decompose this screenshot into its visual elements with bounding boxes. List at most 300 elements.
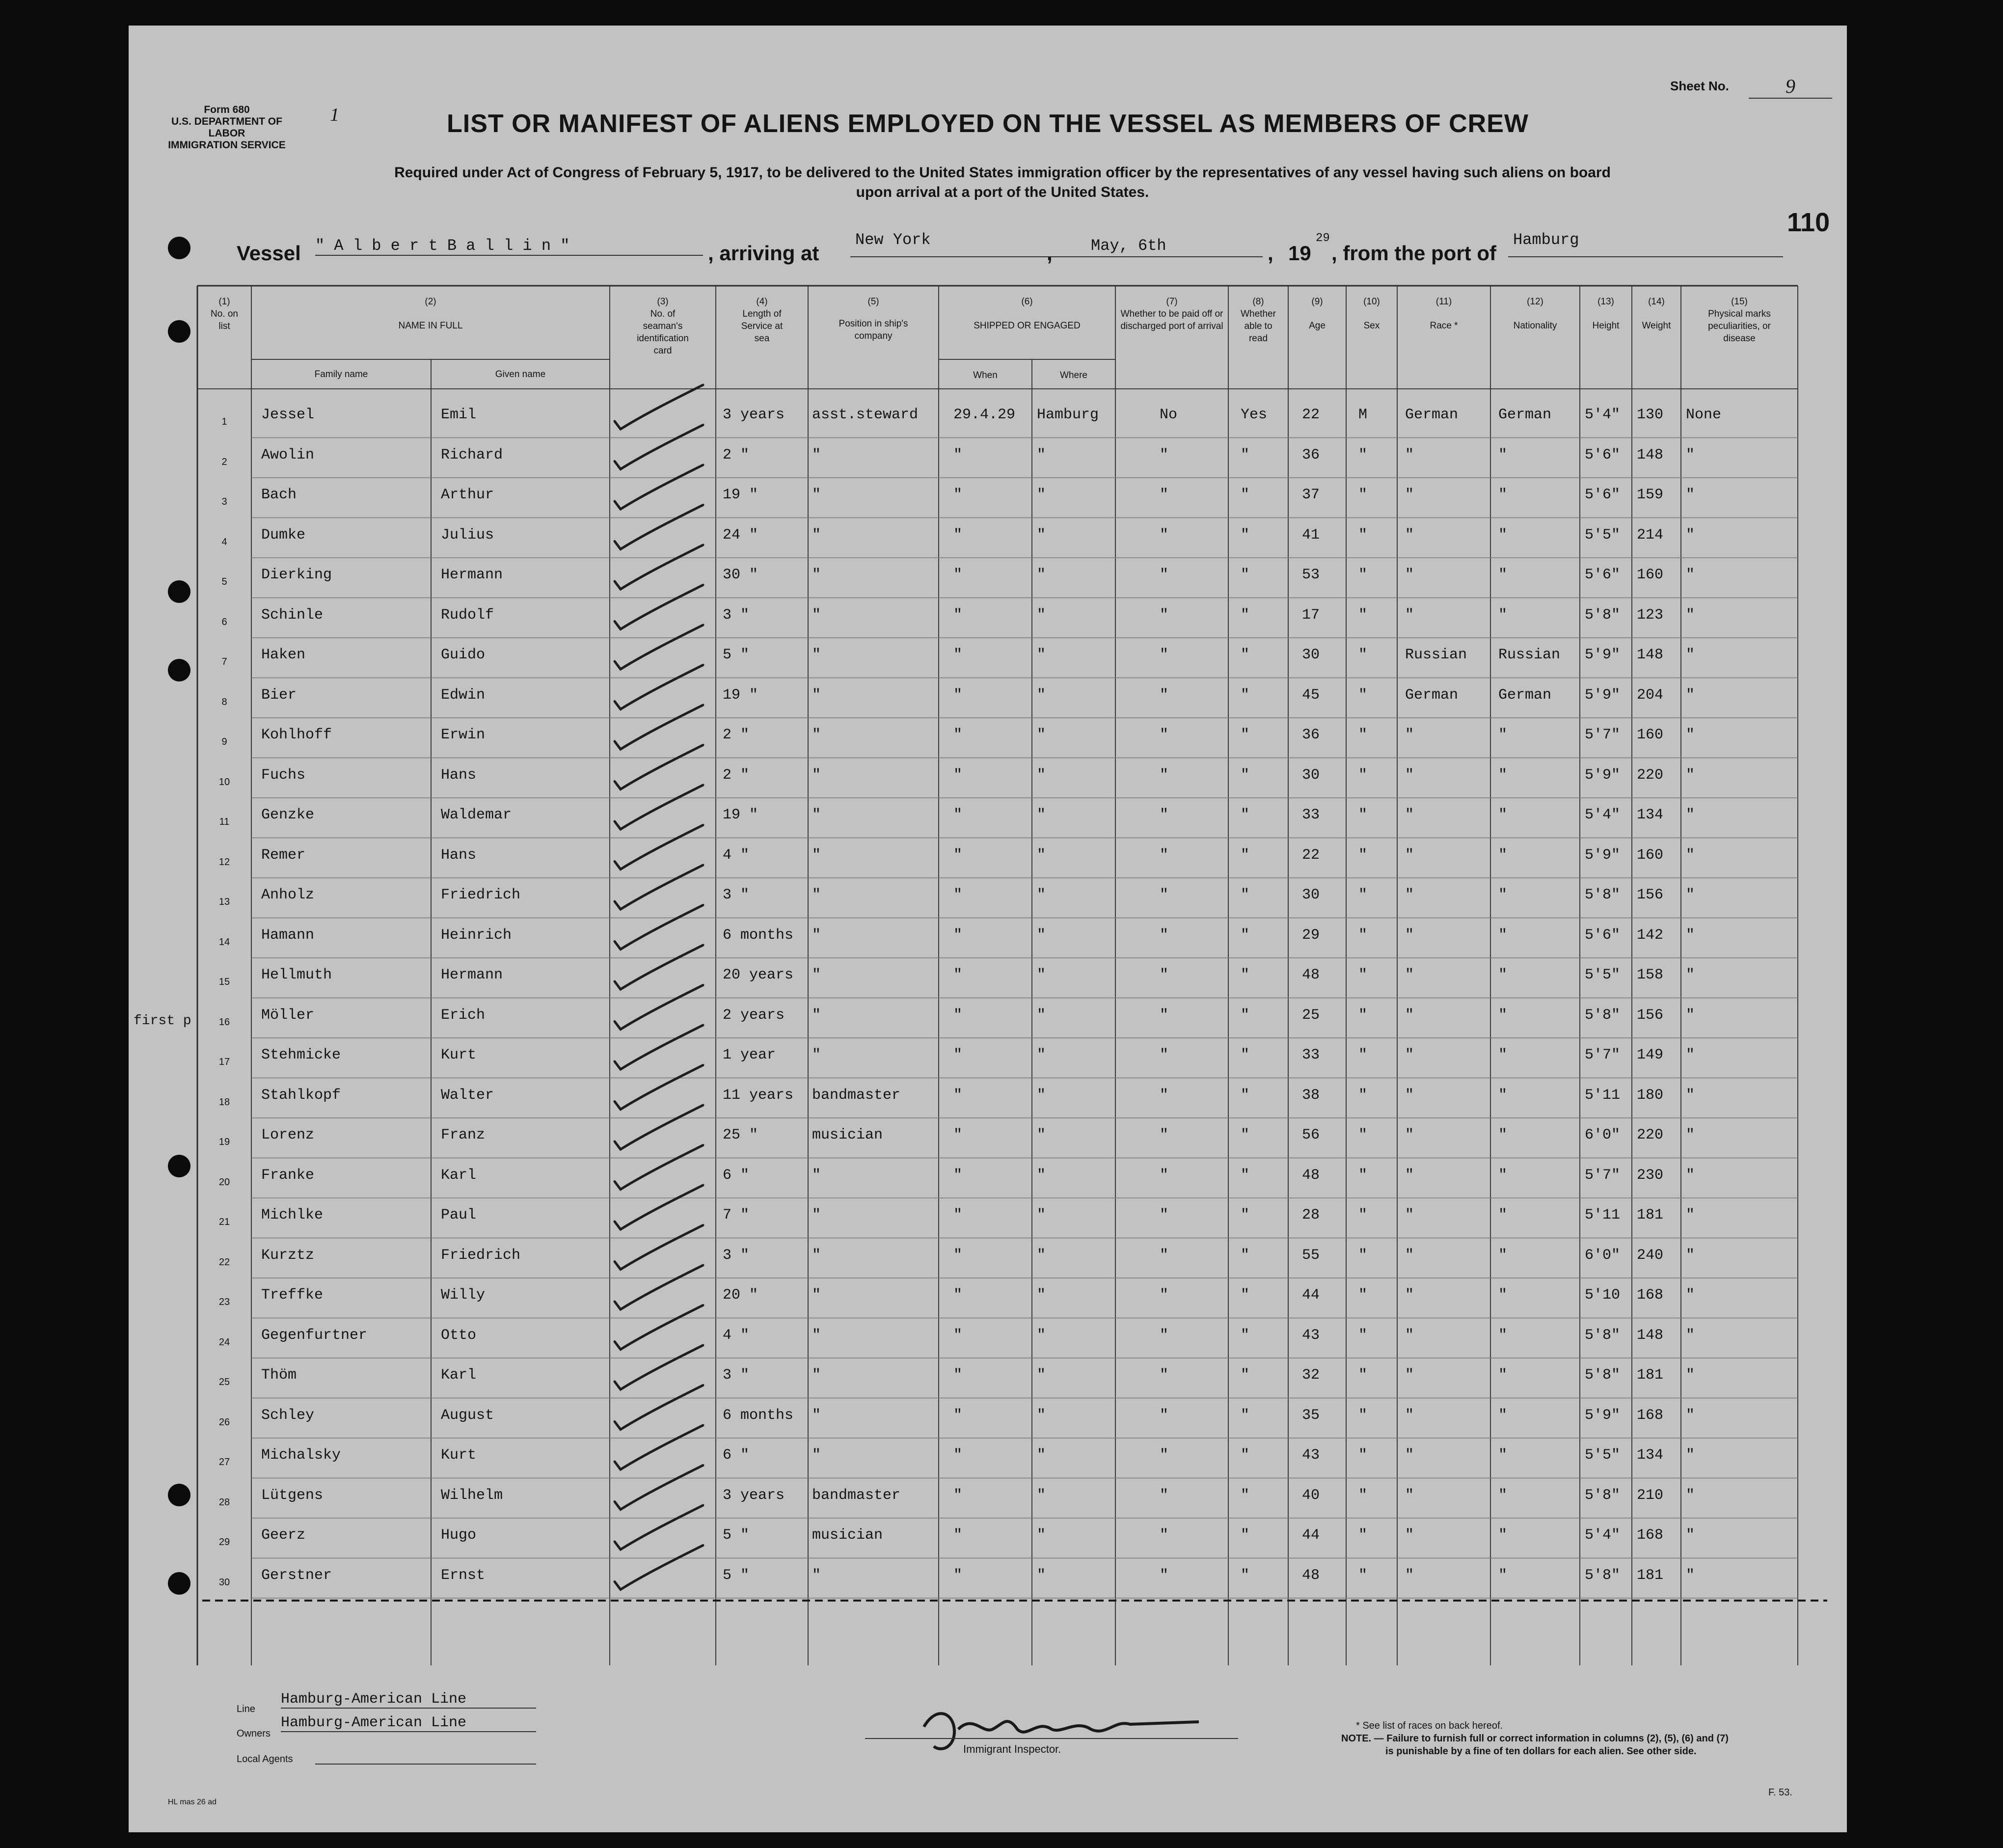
col-2-header: (2) NAME IN FULL	[398, 297, 463, 331]
cell-when: "	[953, 606, 963, 624]
cell-service: 5 "	[723, 647, 750, 663]
cell-weight: 204	[1637, 686, 1664, 704]
check-mark-icon	[615, 1025, 703, 1069]
row-number: 23	[218, 1297, 230, 1307]
cell-family: Lorenz	[261, 1127, 315, 1143]
cell-read: "	[1241, 926, 1250, 944]
check-mark-icon	[615, 745, 703, 789]
cell-service: 24 "	[723, 526, 758, 544]
cell-weight: 134	[1637, 807, 1664, 823]
cell-service: 1 year	[723, 1047, 776, 1063]
cell-marks: None	[1686, 407, 1722, 423]
cell-position: "	[812, 1167, 821, 1184]
cell-age: 55	[1302, 1247, 1320, 1264]
cell-given: Walter	[441, 1087, 494, 1104]
cell-marks: "	[1686, 1367, 1695, 1384]
cell-given: Kurt	[441, 1447, 477, 1464]
row-number: 6	[221, 616, 227, 627]
cell-family: Gegenfurtner	[261, 1327, 368, 1344]
cell-weight: 181	[1637, 1367, 1664, 1384]
cell-read: "	[1241, 1367, 1250, 1384]
cell-position: "	[812, 1407, 821, 1424]
col-4-header: (4) Length of Service at sea	[741, 297, 783, 344]
cell-when: "	[953, 846, 963, 864]
cell-position: "	[812, 487, 821, 503]
cell-height: 5'6"	[1585, 926, 1621, 944]
cell-nationality: German	[1498, 686, 1552, 704]
cell-where: "	[1037, 487, 1046, 503]
cell-when: "	[953, 1087, 963, 1104]
cell-when: "	[953, 647, 963, 663]
cell-paid: "	[1160, 887, 1169, 903]
cell-nationality: "	[1498, 487, 1508, 503]
cell-weight: 240	[1637, 1247, 1664, 1264]
footer-notes	[1341, 1719, 1729, 1758]
cell-given: Heinrich	[441, 926, 512, 944]
cell-position: "	[812, 1447, 821, 1464]
cell-race: "	[1405, 1167, 1414, 1184]
year-suffix: 29	[1316, 232, 1330, 245]
page-title: LIST OR MANIFEST OF ALIENS EMPLOYED ON THE VESSEL AS MEMBERS OF CREW	[447, 109, 1529, 138]
cell-paid: "	[1160, 567, 1169, 583]
fine-note-2: is punishable by a fine of ten dollars for each alien. See other side.	[1385, 1746, 1697, 1757]
cell-sex: "	[1358, 846, 1368, 864]
cell-race: "	[1405, 1407, 1414, 1424]
cell-nationality: "	[1498, 1367, 1508, 1384]
cell-nationality: "	[1498, 1527, 1508, 1544]
cell-nationality: "	[1498, 1407, 1508, 1424]
cell-family: Dierking	[261, 567, 332, 583]
row-number: 28	[218, 1496, 230, 1508]
cell-where: "	[1037, 887, 1046, 903]
cell-read: "	[1241, 766, 1250, 784]
cell-paid: "	[1160, 926, 1169, 944]
cell-marks: "	[1686, 1006, 1695, 1024]
fine-note: NOTE. — Failure to furnish full or correct information in columns (2), (5), (6) and (7)	[1341, 1733, 1729, 1744]
cell-when: "	[953, 1287, 963, 1304]
check-mark-icon	[615, 1185, 703, 1229]
cell-where: "	[1037, 1447, 1046, 1464]
cell-sex: "	[1358, 686, 1368, 704]
cell-race: "	[1405, 446, 1414, 463]
cell-marks: "	[1686, 1087, 1695, 1104]
cell-race: "	[1405, 846, 1414, 864]
cell-sex: "	[1358, 1207, 1368, 1223]
cell-height: 5'8"	[1585, 1567, 1621, 1584]
cell-family: Michlke	[261, 1207, 324, 1223]
cell-where: "	[1037, 1527, 1046, 1544]
cell-weight: 210	[1637, 1487, 1664, 1504]
cell-sex: "	[1358, 567, 1368, 583]
cell-service: 3 years	[723, 407, 785, 423]
cell-when: "	[953, 1527, 963, 1544]
cell-age: 48	[1302, 1167, 1320, 1184]
cell-nationality: "	[1498, 1127, 1508, 1143]
check-mark-icon	[615, 1425, 703, 1469]
cell-weight: 148	[1637, 1327, 1664, 1344]
cell-read: "	[1241, 487, 1250, 503]
cell-when: "	[953, 807, 963, 823]
cell-position: asst.steward	[812, 407, 919, 423]
cell-weight: 158	[1637, 967, 1664, 983]
cell-sex: "	[1358, 1407, 1368, 1424]
cell-paid: "	[1160, 1447, 1169, 1464]
cell-sex: "	[1358, 1127, 1368, 1143]
check-mark-icon	[615, 385, 703, 429]
cell-read: "	[1241, 606, 1250, 624]
cell-given: Karl	[441, 1167, 477, 1184]
cell-paid: "	[1160, 1287, 1169, 1304]
cell-service: 5 "	[723, 1567, 750, 1584]
cell-age: 45	[1302, 686, 1320, 704]
cell-marks: "	[1686, 926, 1695, 944]
row-number: 9	[221, 736, 227, 747]
cell-service: 2 "	[723, 766, 750, 784]
check-mark-icon	[615, 505, 703, 549]
cell-family: Schley	[261, 1407, 315, 1424]
cell-nationality: "	[1498, 1087, 1508, 1104]
cell-nationality: "	[1498, 567, 1508, 583]
cell-given: Willy	[441, 1287, 486, 1304]
cell-service: 3 "	[723, 606, 750, 624]
port-of-departure: Hamburg	[1513, 231, 1579, 249]
cell-paid: "	[1160, 727, 1169, 743]
cell-age: 36	[1302, 446, 1320, 463]
cell-service: 19 "	[723, 487, 758, 503]
cell-age: 48	[1302, 1567, 1320, 1584]
cell-nationality: "	[1498, 526, 1508, 544]
cell-age: 29	[1302, 926, 1320, 944]
cell-nationality: "	[1498, 1207, 1508, 1223]
cell-when: "	[953, 1167, 963, 1184]
check-mark-icon	[615, 1065, 703, 1110]
cell-given: Waldemar	[441, 807, 512, 823]
cell-paid: "	[1160, 1127, 1169, 1143]
cell-when: 29.4.29	[953, 407, 1016, 423]
cell-where: "	[1037, 1367, 1046, 1384]
page-number: 110	[1787, 208, 1830, 237]
cell-family: Lütgens	[261, 1487, 324, 1504]
cell-where: "	[1037, 1127, 1046, 1143]
cell-weight: 123	[1637, 606, 1664, 624]
cell-sex: "	[1358, 1567, 1368, 1584]
cell-where: "	[1037, 606, 1046, 624]
cell-read: Yes	[1241, 407, 1268, 423]
col-10-header: (10) Sex	[1363, 297, 1380, 331]
cell-given: Emil	[441, 407, 477, 423]
cell-marks: "	[1686, 1167, 1695, 1184]
cell-service: 4 "	[723, 1327, 750, 1344]
cell-age: 35	[1302, 1407, 1320, 1424]
cell-race: "	[1405, 1487, 1414, 1504]
cell-age: 43	[1302, 1447, 1320, 1464]
side-note: first p	[134, 1013, 191, 1029]
cell-age: 22	[1302, 407, 1320, 423]
cell-height: 5'11	[1585, 1207, 1621, 1223]
row-number: 3	[221, 496, 227, 507]
cell-position: "	[812, 766, 821, 784]
cell-marks: "	[1686, 1527, 1695, 1544]
cell-race: "	[1405, 1327, 1414, 1344]
cell-age: 25	[1302, 1006, 1320, 1024]
cell-paid: "	[1160, 1407, 1169, 1424]
cell-race: "	[1405, 887, 1414, 903]
row-number: 20	[218, 1176, 230, 1188]
cell-given: Rudolf	[441, 606, 494, 624]
cell-service: 25 "	[723, 1127, 758, 1143]
cell-paid: "	[1160, 1087, 1169, 1104]
cell-weight: 160	[1637, 727, 1664, 743]
owners-label: Owners	[237, 1728, 271, 1739]
cell-where: "	[1037, 1407, 1046, 1424]
cell-service: 2 years	[723, 1006, 785, 1024]
cell-read: "	[1241, 967, 1250, 983]
cell-position: bandmaster	[812, 1487, 901, 1504]
cell-sex: "	[1358, 1087, 1368, 1104]
cell-position: "	[812, 446, 821, 463]
cell-family: Michalsky	[261, 1447, 341, 1464]
cell-marks: "	[1686, 1327, 1695, 1344]
cell-when: "	[953, 1207, 963, 1223]
cell-family: Hellmuth	[261, 967, 332, 983]
arrival-date: May, 6th	[1091, 237, 1166, 255]
cell-weight: 148	[1637, 647, 1664, 663]
col-11-header: (11) Race *	[1430, 297, 1458, 331]
cell-position: "	[812, 967, 821, 983]
cell-when: "	[953, 1327, 963, 1344]
cell-height: 5'8"	[1585, 887, 1621, 903]
cell-race: "	[1405, 926, 1414, 944]
col-3-header: (3) No. of seaman's identification card	[637, 297, 689, 356]
cell-marks: "	[1686, 567, 1695, 583]
cell-read: "	[1241, 1127, 1250, 1143]
cell-when: "	[953, 526, 963, 544]
cell-nationality: "	[1498, 1167, 1508, 1184]
cell-marks: "	[1686, 647, 1695, 663]
cell-family: Hamann	[261, 926, 315, 944]
cell-nationality: "	[1498, 766, 1508, 784]
cell-when: "	[953, 1367, 963, 1384]
cell-nationality: "	[1498, 846, 1508, 864]
cell-nationality: Russian	[1498, 647, 1561, 663]
row-number: 7	[221, 656, 227, 667]
cell-age: 48	[1302, 967, 1320, 983]
local-agents-label: Local Agents	[237, 1754, 293, 1765]
cell-nationality: "	[1498, 1006, 1508, 1024]
cell-given: Erich	[441, 1006, 486, 1024]
check-mark-icon	[615, 1386, 703, 1430]
cell-height: 5'8"	[1585, 1367, 1621, 1384]
cell-read: "	[1241, 1327, 1250, 1344]
cell-marks: "	[1686, 1407, 1695, 1424]
cell-service: 30 "	[723, 567, 758, 583]
cell-paid: "	[1160, 1327, 1169, 1344]
cell-paid: "	[1160, 1527, 1169, 1544]
cell-where: "	[1037, 526, 1046, 544]
cell-read: "	[1241, 1167, 1250, 1184]
cell-age: 28	[1302, 1207, 1320, 1223]
cell-weight: 134	[1637, 1447, 1664, 1464]
cell-height: 5'8"	[1585, 1327, 1621, 1344]
cell-height: 5'6"	[1585, 567, 1621, 583]
row-number: 16	[218, 1016, 230, 1028]
col-5-header: (5) Position in ship's company	[839, 297, 908, 341]
col-6-header: (6) SHIPPED OR ENGAGED	[974, 297, 1081, 331]
cell-read: "	[1241, 846, 1250, 864]
cell-height: 5'11	[1585, 1087, 1621, 1104]
cell-height: 6'0"	[1585, 1247, 1621, 1264]
cell-marks: "	[1686, 1287, 1695, 1304]
cell-family: Haken	[261, 647, 306, 663]
row-number: 10	[218, 776, 230, 788]
cell-read: "	[1241, 526, 1250, 544]
cell-paid: "	[1160, 647, 1169, 663]
cell-where: "	[1037, 846, 1046, 864]
cell-family: Fuchs	[261, 766, 306, 784]
cell-given: Franz	[441, 1127, 486, 1143]
cell-where: "	[1037, 1167, 1046, 1184]
cell-nationality: "	[1498, 606, 1508, 624]
cell-paid: "	[1160, 967, 1169, 983]
cell-weight: 180	[1637, 1087, 1664, 1104]
cell-age: 56	[1302, 1127, 1320, 1143]
cell-read: "	[1241, 1006, 1250, 1024]
cell-height: 5'5"	[1585, 526, 1621, 544]
cell-where: "	[1037, 1087, 1046, 1104]
cell-position: musician	[812, 1527, 883, 1544]
row-number: 30	[218, 1576, 230, 1588]
cell-race: "	[1405, 1006, 1414, 1024]
cell-where: "	[1037, 766, 1046, 784]
cell-height: 5'7"	[1585, 1167, 1621, 1184]
cell-service: 6 months	[723, 926, 794, 944]
cell-position: "	[812, 606, 821, 624]
vessel-name: " A l b e r t B a l l i n "	[315, 237, 703, 256]
check-mark-icon	[615, 665, 703, 709]
cell-when: "	[953, 1127, 963, 1143]
cell-marks: "	[1686, 446, 1695, 463]
cell-race: "	[1405, 526, 1414, 544]
cell-paid: "	[1160, 526, 1169, 544]
check-mark-icon	[615, 1546, 703, 1590]
cell-when: "	[953, 686, 963, 704]
cell-weight: 220	[1637, 1127, 1664, 1143]
cell-marks: "	[1686, 887, 1695, 903]
check-mark-icon	[615, 905, 703, 950]
cell-nationality: "	[1498, 446, 1508, 463]
cell-paid: "	[1160, 807, 1169, 823]
cell-age: 33	[1302, 807, 1320, 823]
cell-family: Bach	[261, 487, 297, 503]
cell-age: 41	[1302, 526, 1320, 544]
cell-marks: "	[1686, 1487, 1695, 1504]
cell-paid: "	[1160, 1207, 1169, 1223]
cell-weight: 220	[1637, 766, 1664, 784]
cell-given: Ernst	[441, 1567, 486, 1584]
cell-weight: 181	[1637, 1567, 1664, 1584]
check-mark-icon	[615, 425, 703, 469]
cell-paid: "	[1160, 446, 1169, 463]
check-mark-icon	[615, 705, 703, 749]
cell-sex: "	[1358, 1047, 1368, 1063]
cell-given: Kurt	[441, 1047, 477, 1063]
cell-weight: 181	[1637, 1207, 1664, 1223]
check-mark-icon	[615, 1305, 703, 1350]
cell-marks: "	[1686, 766, 1695, 784]
given-name-header: Given name	[495, 369, 546, 380]
cell-when: "	[953, 1407, 963, 1424]
cell-position: "	[812, 647, 821, 663]
from-port-label: , from the port of	[1331, 242, 1496, 265]
cell-weight: 159	[1637, 487, 1664, 503]
cell-height: 5'8"	[1585, 1487, 1621, 1504]
cell-given: Hugo	[441, 1527, 477, 1544]
cell-where: Hamburg	[1037, 407, 1099, 423]
col-9-header: (9) Age	[1309, 297, 1326, 331]
cell-family: Schinle	[261, 606, 324, 624]
cell-position: musician	[812, 1127, 883, 1143]
cell-paid: No	[1160, 407, 1178, 423]
arriving-label: , arriving at	[708, 242, 819, 265]
cell-read: "	[1241, 647, 1250, 663]
cell-read: "	[1241, 1287, 1250, 1304]
cell-height: 5'9"	[1585, 647, 1621, 663]
cell-marks: "	[1686, 1127, 1695, 1143]
row-number: 27	[218, 1457, 230, 1468]
cell-race: "	[1405, 1207, 1414, 1223]
cell-service: 2 "	[723, 727, 750, 743]
check-mark-icon	[615, 1145, 703, 1190]
cell-height: 6'0"	[1585, 1127, 1621, 1143]
cell-race: "	[1405, 1127, 1414, 1143]
cell-service: 11 years	[723, 1087, 794, 1104]
cell-paid: "	[1160, 487, 1169, 503]
cell-given: Friedrich	[441, 887, 521, 903]
requirement-line-2: upon arrival at a port of the United States.	[856, 184, 1149, 200]
cell-given: Edwin	[441, 686, 486, 704]
cell-nationality: "	[1498, 926, 1508, 944]
cell-paid: "	[1160, 606, 1169, 624]
family-name-header: Family name	[314, 369, 368, 380]
cell-nationality: "	[1498, 727, 1508, 743]
cell-read: "	[1241, 1087, 1250, 1104]
cell-race: "	[1405, 1087, 1414, 1104]
cell-read: "	[1241, 1487, 1250, 1504]
cell-read: "	[1241, 567, 1250, 583]
cell-read: "	[1241, 446, 1250, 463]
cell-weight: 148	[1637, 446, 1664, 463]
col-12-header: (12) Nationality	[1513, 297, 1557, 331]
check-mark-icon	[615, 1265, 703, 1309]
cell-position: "	[812, 807, 821, 823]
printer-code: HL mas 26 ad	[168, 1798, 217, 1806]
cell-where: "	[1037, 727, 1046, 743]
cell-sex: "	[1358, 446, 1368, 463]
cell-race: German	[1405, 407, 1459, 423]
cell-race: "	[1405, 1567, 1414, 1584]
cell-sex: "	[1358, 766, 1368, 784]
cell-race: "	[1405, 1447, 1414, 1464]
col-15-header: (15) Physical marks peculiarities, or disease	[1708, 297, 1771, 344]
cell-marks: "	[1686, 1567, 1695, 1584]
department: U.S. DEPARTMENT OF LABOR	[171, 116, 282, 139]
cell-height: 5'9"	[1585, 766, 1621, 784]
cell-service: 5 "	[723, 1527, 750, 1544]
cell-weight: 230	[1637, 1167, 1664, 1184]
row-number: 13	[218, 897, 230, 907]
cell-nationality: "	[1498, 1327, 1508, 1344]
cell-when: "	[953, 967, 963, 983]
